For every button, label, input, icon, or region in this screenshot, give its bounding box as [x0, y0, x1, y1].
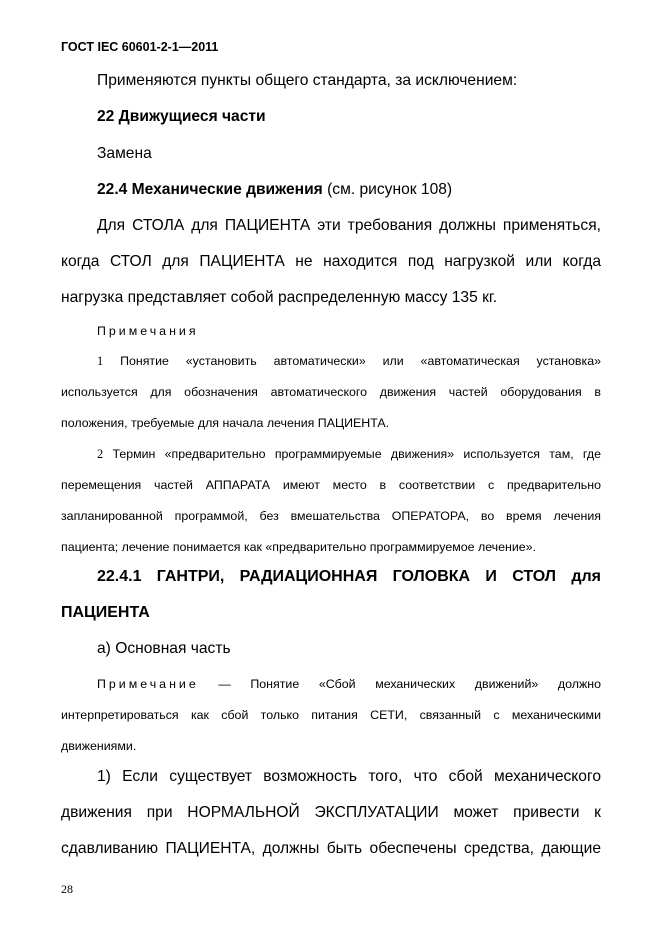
item-1-line: сдавливанию ПАЦИЕНТА, должны быть обеспечены средства, дающие: [61, 840, 601, 857]
note-2-text: Термин «предварительно программируемые движения» используется там, где: [103, 447, 601, 461]
section-22-4-figure-ref: (см. рисунок 108): [322, 181, 453, 198]
note-1-line: [97, 354, 601, 369]
notes-label: Примечания: [97, 324, 199, 338]
note-1-line: положения, требуемые для начала лечения ПАЦИЕНТА.: [61, 416, 390, 430]
replacement-label: Замена: [97, 145, 152, 162]
note-1-text: Понятие «установить автоматически» или «автоматическая установка»: [103, 354, 601, 368]
note-3-line: [97, 677, 601, 691]
paragraph-line: когда СТОЛ для ПАЦИЕНТА не находится под нагрузкой или когда: [61, 253, 601, 270]
note-3-label: Примечание: [97, 677, 199, 691]
section-22-4-title: 22.4 Механические движения: [97, 181, 323, 198]
note-2-line: [97, 447, 601, 462]
subsection-a-heading: а) Основная часть: [97, 640, 231, 657]
note-1-number: 1: [97, 354, 104, 368]
paragraph-line: нагрузка представляет собой распределенную массу 135 кг.: [61, 289, 498, 306]
document-header: ГОСТ IEC 60601-2-1—2011: [61, 40, 219, 54]
note-3-text: — Понятие «Сбой механических движений» должно: [198, 677, 601, 691]
note-2-line: перемещения частей АППАРАТА имеют место в соответствии с предварительно: [61, 478, 601, 492]
intro-text: Применяются пункты общего стандарта, за исключением:: [97, 72, 518, 89]
note-1-line: используется для обозначения автоматического движения частей оборудования в: [61, 385, 601, 399]
note-3-line: движениями.: [61, 739, 137, 753]
page-number: 28: [61, 882, 73, 896]
section-22-4-heading: [97, 181, 452, 199]
note-3-line: интерпретироваться как сбой только питания СЕТИ, связанный с механическими: [61, 708, 601, 722]
section-22-4-1-heading-cont: ПАЦИЕНТА: [61, 604, 150, 621]
paragraph-line: Для СТОЛА для ПАЦИЕНТА эти требования должны применяться,: [97, 217, 601, 234]
item-1-line: движения при НОРМАЛЬНОЙ ЭКСПЛУАТАЦИИ может привести к: [61, 804, 601, 821]
section-22-4-1-heading: 22.4.1 ГАНТРИ, РАДИАЦИОННАЯ ГОЛОВКА И СТОЛ для: [97, 568, 601, 585]
note-2-number: 2: [97, 447, 104, 461]
section-22-heading: 22 Движущиеся части: [97, 108, 266, 125]
note-2-line: пациента; лечение понимается как «предварительно программируемое лечение».: [61, 540, 537, 554]
note-2-line: запланированной программой, без вмешательства ОПЕРАТОРА, во время лечения: [61, 509, 601, 523]
item-1-line: 1) Если существует возможность того, что сбой механического: [97, 768, 601, 785]
